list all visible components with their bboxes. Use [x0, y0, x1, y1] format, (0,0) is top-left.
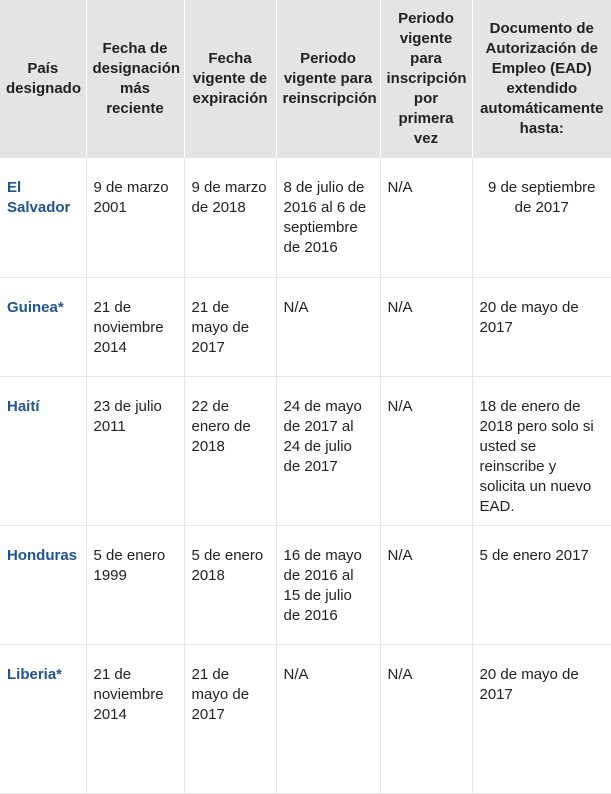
reregistration-cell: N/A — [276, 277, 380, 376]
country-link[interactable]: Liberia* — [0, 644, 86, 793]
initial-registration-cell: N/A — [380, 376, 472, 525]
ead-extended-cell: 5 de enero 2017 — [472, 525, 611, 644]
expiration-date-cell: 21 de mayo de 2017 — [184, 277, 276, 376]
reregistration-cell: 24 de mayo de 2017 al 24 de julio de 2017 — [276, 376, 380, 525]
header-designation-date: Fecha de designación más reciente — [86, 0, 184, 158]
table-row — [0, 525, 611, 644]
header-row — [0, 0, 611, 158]
designation-date-cell: 5 de enero 1999 — [86, 525, 184, 644]
designation-date-cell: 9 de marzo 2001 — [86, 158, 184, 277]
initial-registration-cell: N/A — [380, 525, 472, 644]
initial-registration-cell: N/A — [380, 277, 472, 376]
table-row — [0, 158, 611, 277]
reregistration-cell: N/A — [276, 644, 380, 793]
header-expiration-date: Fecha vigente de expiración — [184, 0, 276, 158]
table-body — [0, 158, 611, 793]
initial-registration-cell: N/A — [380, 644, 472, 793]
expiration-date-cell: 22 de enero de 2018 — [184, 376, 276, 525]
country-link[interactable]: Guinea* — [0, 277, 86, 376]
ead-extended-cell: 20 de mayo de 2017 — [472, 277, 611, 376]
ead-extended-cell: 20 de mayo de 2017 — [472, 644, 611, 793]
reregistration-cell: 16 de mayo de 2016 al 15 de julio de 2016 — [276, 525, 380, 644]
expiration-date-cell: 9 de marzo de 2018 — [184, 158, 276, 277]
table-header — [0, 0, 611, 158]
country-link[interactable]: El Salvador — [0, 158, 86, 277]
country-link[interactable]: Haití — [0, 376, 86, 525]
reregistration-cell: 8 de julio de 2016 al 6 de septiembre de 2016 — [276, 158, 380, 277]
header-reregistration-period: Periodo vigente para reinscripción — [276, 0, 380, 158]
designation-date-cell: 23 de julio 2011 — [86, 376, 184, 525]
table-row — [0, 376, 611, 525]
header-initial-registration: Periodo vigente para inscripción por primera vez — [380, 0, 472, 158]
ead-extended-cell: 9 de septiembre de 2017 — [472, 158, 611, 277]
country-link[interactable]: Honduras — [0, 525, 86, 644]
table-row — [0, 277, 611, 376]
initial-registration-cell: N/A — [380, 158, 472, 277]
header-country: País designado — [0, 0, 86, 158]
designation-date-cell: 21 de noviembre 2014 — [86, 277, 184, 376]
ead-extended-cell: 18 de enero de 2018 pero solo si usted se reinscribe y solicita un nuevo EAD. — [472, 376, 611, 525]
table-row — [0, 644, 611, 793]
designation-date-cell: 21 de noviembre 2014 — [86, 644, 184, 793]
expiration-date-cell: 5 de enero 2018 — [184, 525, 276, 644]
expiration-date-cell: 21 de mayo de 2017 — [184, 644, 276, 793]
header-ead-extended: Documento de Autorización de Empleo (EAD) extendido automáticamente hasta: — [472, 0, 611, 158]
